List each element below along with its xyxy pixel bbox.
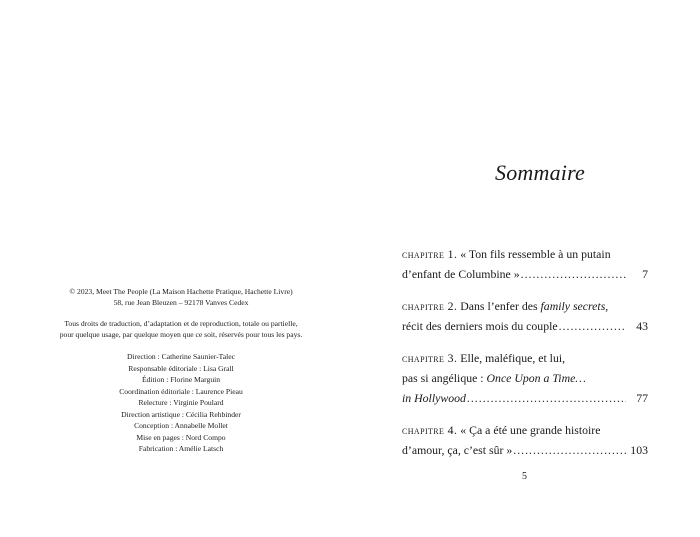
page-number: 43 (636, 319, 648, 333)
chapter-title-line: « Ça a été une grande histoire (460, 423, 601, 437)
credit-line: Direction artistique : Cécilia Rehbinder (121, 409, 241, 419)
credit-line: Coordination éditoriale : Laurence Pieau (119, 386, 243, 396)
page-number: 103 (630, 443, 648, 457)
chapter-title-italic: family secrets (540, 299, 606, 313)
chapter-title-line: Elle, maléfique, et lui, (460, 351, 566, 365)
dot-leader (467, 388, 626, 408)
credit-line: Direction : Catherine Saunier-Talec (127, 352, 235, 361)
chapter-label: chapitre 1. (402, 247, 458, 261)
right-page (350, 0, 700, 537)
credit-line: Relecture : Virginie Poulard (138, 398, 224, 407)
table-of-contents (402, 244, 648, 472)
chapter-title-line: Dans l’enfer des (460, 299, 541, 313)
chapter-title-line: « Ton fils ressemble à un putain (460, 247, 611, 261)
credit-line: Conception : Annabelle Mollet (134, 421, 228, 430)
dot-leader (559, 316, 626, 336)
chapter-title-line: pas si angélique : (402, 371, 487, 385)
rights-notice-line: Tous droits de traduction, d’adaptation et de reproduction, totale ou partielle, (64, 319, 298, 328)
toc-entry-chapter-4[interactable] (402, 420, 648, 460)
credits-list (50, 351, 312, 455)
chapter-title-line: récit des derniers mois du couple (402, 319, 558, 333)
chapter-title-line: d’amour, ça, c’est sûr » (402, 443, 513, 457)
rights-notice-line: pour quelque usage, par quelque moyen que ce soit, réservés pour tous les pays. (59, 330, 303, 339)
page-folio: 5 (522, 471, 527, 482)
toc-entry-chapter-1[interactable] (402, 244, 648, 284)
chapter-title-italic: in Hollywood (402, 391, 466, 405)
credit-line: Édition : Florine Marguin (141, 375, 221, 384)
dot-leader (513, 440, 626, 460)
dot-leader (521, 264, 626, 284)
credit-line: Mise en pages : Nord Compo (136, 432, 226, 442)
page-number: 7 (642, 267, 648, 281)
copyright-block (50, 286, 312, 340)
credit-line: Responsable éditoriale : Lisa Grall (128, 363, 234, 373)
page-number: 77 (636, 391, 648, 405)
chapter-title-line: d’enfant de Columbine » (402, 267, 520, 281)
toc-entry-chapter-3[interactable] (402, 348, 648, 408)
copyright-line: © 2023, Meet The People (La Maison Hachette Pratique, Hachette Livre) (69, 287, 293, 296)
chapter-label: chapitre 2. (402, 299, 458, 313)
publisher-address: 58, rue Jean Bleuzen – 92178 Vanves Cedex (113, 298, 249, 307)
chapter-label: chapitre 3. (402, 351, 458, 365)
chapter-label: chapitre 4. (402, 423, 458, 437)
chapter-title-italic: Once Upon a Time… (486, 371, 586, 385)
toc-entry-chapter-2[interactable]: chapitre 2. Dans l’enfer des family secrets, récit des derniers mois du couple ..... 43 (402, 296, 648, 336)
page-title: Sommaire (495, 160, 585, 185)
credit-line: Fabrication : Amélie Latsch (138, 444, 224, 453)
